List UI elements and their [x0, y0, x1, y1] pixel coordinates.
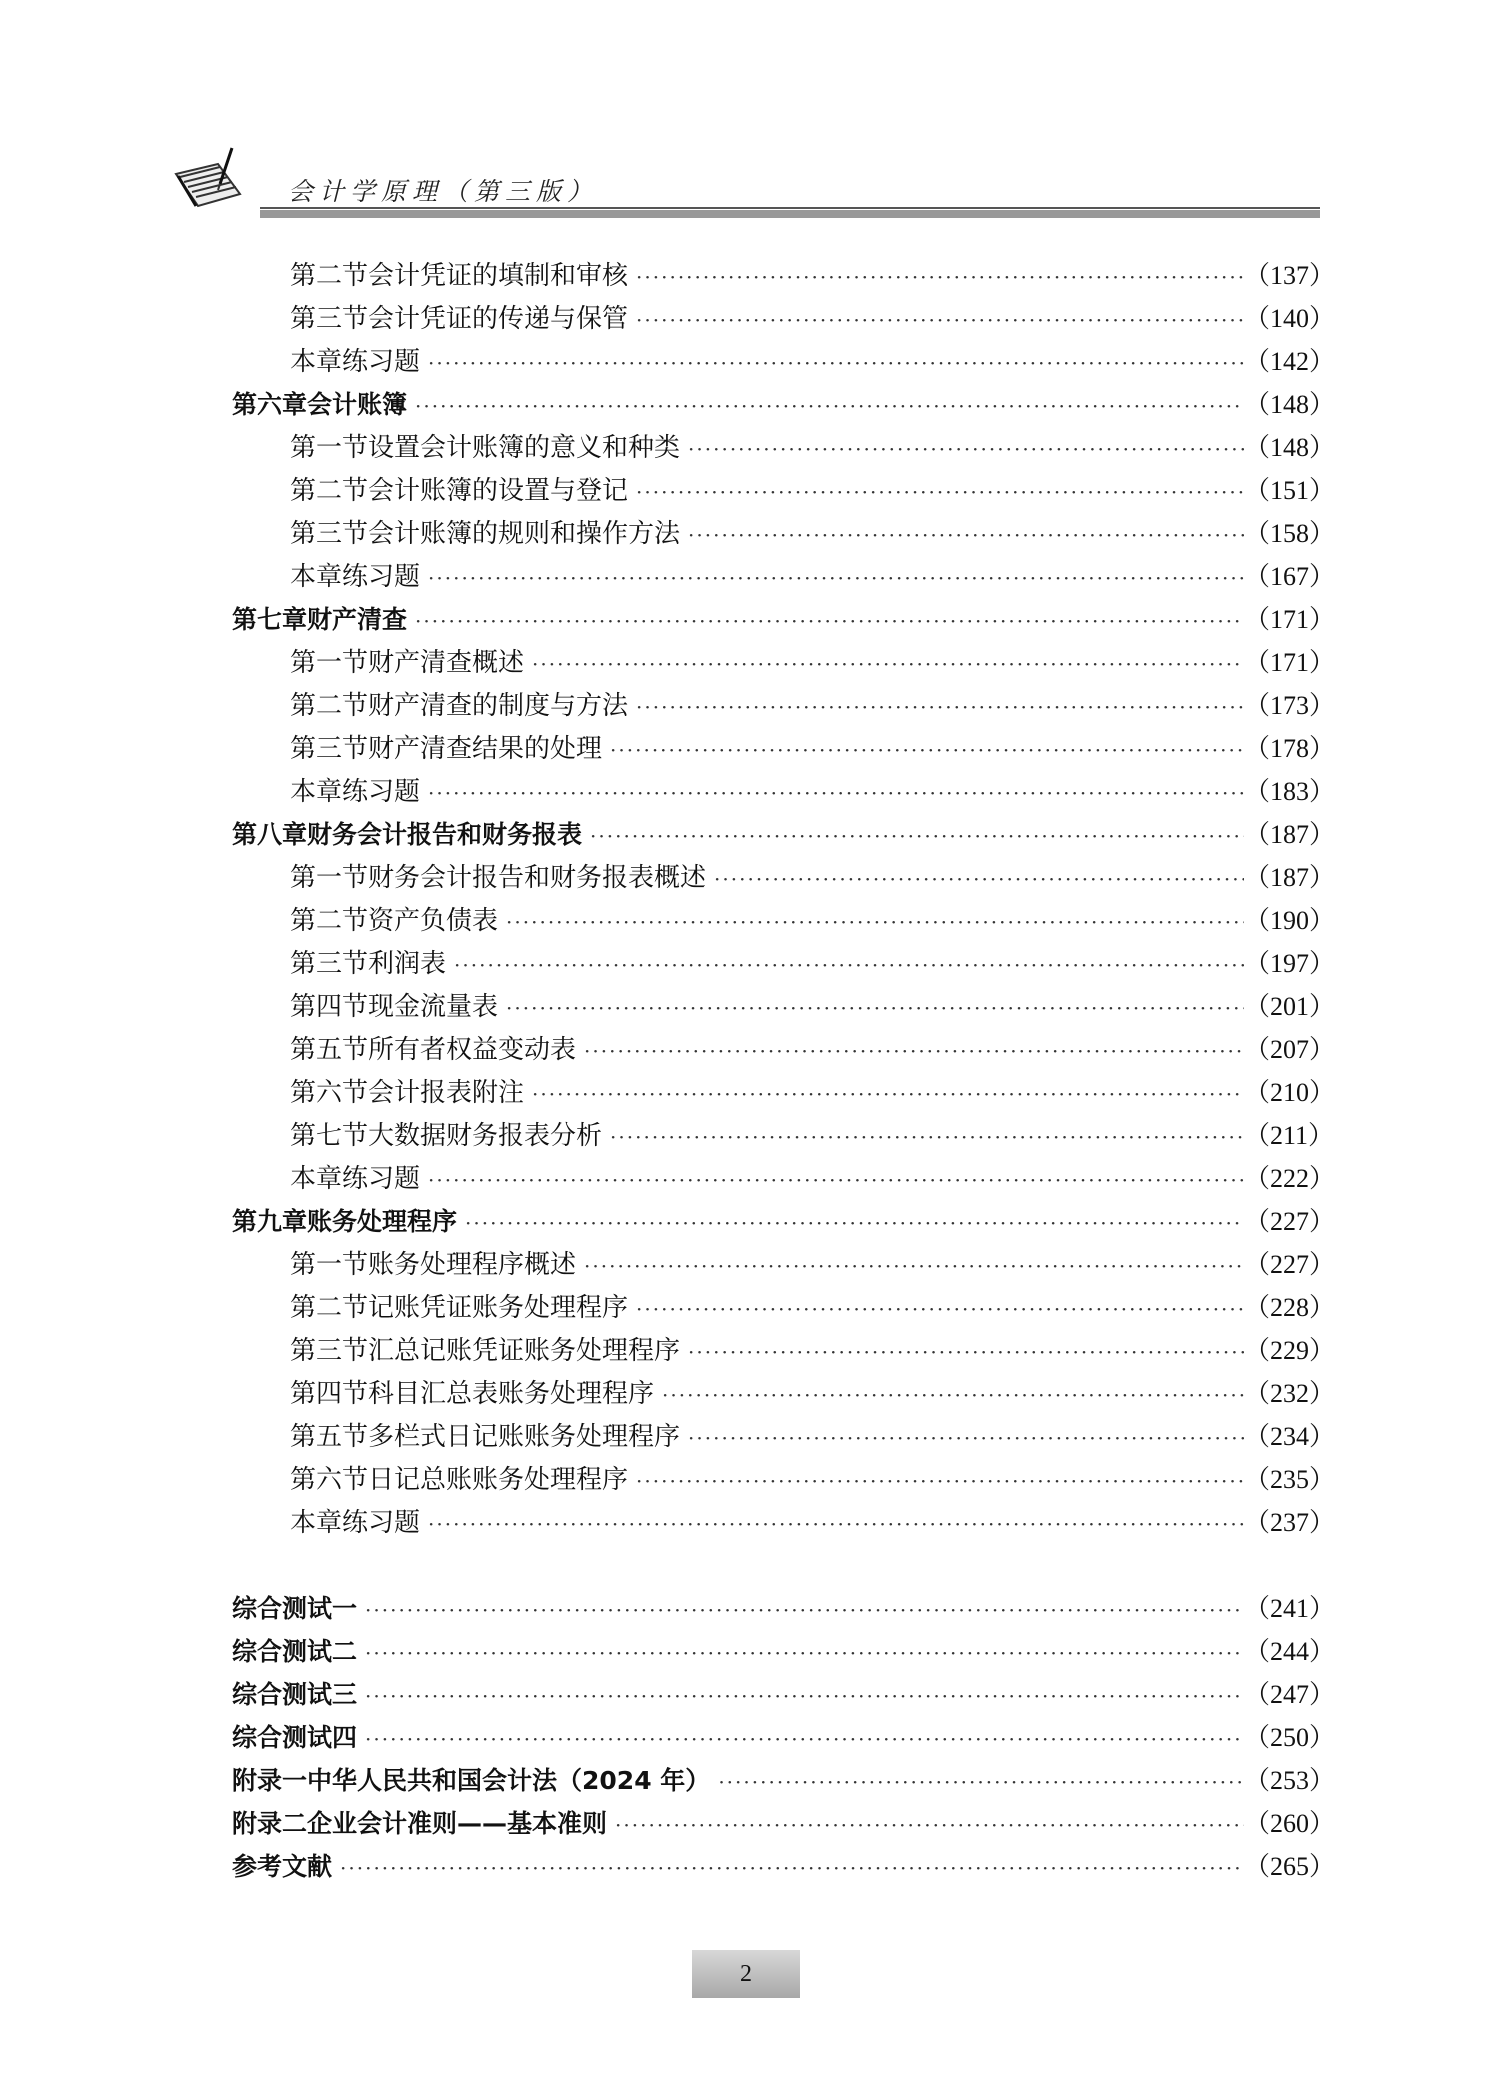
dot-leader: [688, 428, 1244, 471]
toc-entry-number: 第三节: [290, 519, 369, 549]
toc-section-entry[interactable]: [232, 340, 1336, 383]
toc-section-entry[interactable]: [232, 899, 1336, 942]
toc-entry-number: 第六节: [290, 1078, 369, 1108]
toc-entry-page: （171）: [1244, 605, 1336, 634]
toc-entry-title: 账务处理程序概述: [368, 1250, 577, 1280]
toc-section-entry[interactable]: [232, 1415, 1336, 1458]
toc-entry-page: （197）: [1244, 949, 1336, 978]
toc-entry-page: （235）: [1244, 1465, 1336, 1494]
dot-leader: [610, 729, 1244, 772]
toc-entry-title: 中华人民共和国会计法（2024 年）: [307, 1766, 711, 1795]
toc-entry-page: （142）: [1244, 347, 1336, 376]
dot-leader: [714, 858, 1244, 901]
toc-entry-title: 会计账簿: [307, 390, 408, 419]
dot-leader: [506, 901, 1244, 944]
dot-leader: [636, 686, 1244, 729]
toc-entry-title: 多栏式日记账账务处理程序: [368, 1422, 681, 1452]
dot-leader: [610, 1116, 1244, 1159]
toc-section-entry[interactable]: [232, 297, 1336, 340]
toc-entry-number: 第二节: [290, 261, 369, 291]
dot-leader: [584, 1245, 1244, 1288]
toc-entry-title: 账务处理程序: [307, 1207, 458, 1236]
toc-entry-number: 第三节: [290, 734, 369, 764]
toc-entry-page: （229）: [1244, 1336, 1336, 1365]
toc-entry-page: （148）: [1244, 433, 1336, 462]
toc-entry-title: 会计凭证的填制和审核: [368, 261, 629, 291]
dot-leader: [532, 643, 1244, 686]
dot-leader: [506, 987, 1244, 1030]
toc-entry-number: 第八章: [232, 820, 308, 849]
toc-entry-title: 设置会计账簿的意义和种类: [368, 433, 681, 463]
dot-leader: [415, 600, 1244, 643]
toc-chapter-entry[interactable]: [232, 1716, 1336, 1759]
toc-entry-title: 会计账簿的规则和操作方法: [368, 519, 681, 549]
toc-chapter-entry[interactable]: [232, 1845, 1336, 1888]
toc-entry-title: 综合测试四: [232, 1723, 358, 1752]
toc-section-entry[interactable]: [232, 426, 1336, 469]
toc-section-entry[interactable]: [232, 1157, 1336, 1200]
toc-entry-page: （158）: [1244, 519, 1336, 548]
toc-entry-title: 财产清查: [307, 605, 408, 634]
dot-leader: [465, 1202, 1244, 1245]
toc-section-entry[interactable]: [232, 684, 1336, 727]
dot-leader: [636, 1288, 1244, 1331]
toc-entry-title: 本章练习题: [290, 347, 421, 377]
toc-entry-number: 第一节: [290, 863, 369, 893]
toc-entry-page: （253）: [1244, 1766, 1336, 1795]
toc-entry-number: 第五节: [290, 1422, 369, 1452]
toc-entry-page: （210）: [1244, 1078, 1336, 1107]
toc-entry-title: 本章练习题: [290, 1164, 421, 1194]
dot-leader: [688, 1331, 1244, 1374]
toc-section-entry[interactable]: [232, 555, 1336, 598]
dot-leader: [688, 514, 1244, 557]
toc-entry-page: （148）: [1244, 390, 1336, 419]
toc-entry-page: （227）: [1244, 1250, 1336, 1279]
toc-entry-number: 第七章: [232, 605, 308, 634]
toc-entry-number: 第一节: [290, 1250, 369, 1280]
toc-entry-page: （265）: [1244, 1852, 1336, 1881]
toc-entry-page: （247）: [1244, 1680, 1336, 1709]
toc-section-entry[interactable]: [232, 1243, 1336, 1286]
toc-entry-page: （234）: [1244, 1422, 1336, 1451]
dot-leader: [636, 299, 1244, 342]
toc-entry-page: （190）: [1244, 906, 1336, 935]
toc-entry-page: （140）: [1244, 304, 1336, 333]
toc-entry-page: （151）: [1244, 476, 1336, 505]
page-number: 2: [692, 1950, 800, 1998]
toc-entry-title: 财产清查的制度与方法: [368, 691, 629, 721]
toc-entry-title: 会计账簿的设置与登记: [368, 476, 629, 506]
toc-section-entry[interactable]: [232, 1501, 1336, 1544]
toc-section-entry[interactable]: [232, 1286, 1336, 1329]
table-of-contents: [232, 254, 1336, 1888]
toc-entry-page: （260）: [1244, 1809, 1336, 1838]
toc-entry-number: 第七节: [290, 1121, 369, 1151]
toc-entry-page: （178）: [1244, 734, 1336, 763]
dot-leader: [688, 1417, 1244, 1460]
toc-entry-number: 第二节: [290, 691, 369, 721]
toc-entry-page: （171）: [1244, 648, 1336, 677]
toc-section-entry[interactable]: [232, 1071, 1336, 1114]
toc-entry-number: 第一节: [290, 648, 369, 678]
toc-section-entry[interactable]: [232, 469, 1336, 512]
toc-entry-title: 本章练习题: [290, 777, 421, 807]
toc-entry-number: 第二节: [290, 1293, 369, 1323]
dot-leader: [428, 772, 1244, 815]
toc-entry-title: 财务会计报告和财务报表概述: [368, 863, 707, 893]
running-header: [160, 140, 1320, 220]
toc-entry-title: 科目汇总表账务处理程序: [368, 1379, 655, 1409]
toc-entry-number: 第九章: [232, 1207, 308, 1236]
toc-chapter-entry[interactable]: [232, 1630, 1336, 1673]
header-rule: [260, 210, 1320, 218]
toc-entry-number: 第三节: [290, 304, 369, 334]
toc-entry-page: （207）: [1244, 1035, 1336, 1064]
toc-entry-page: （167）: [1244, 562, 1336, 591]
toc-entry-number: 第六章: [232, 390, 308, 419]
toc-entry-page: （187）: [1244, 820, 1336, 849]
dot-leader: [615, 1804, 1244, 1847]
dot-leader: [636, 256, 1244, 299]
toc-entry-title: 参考文献: [232, 1852, 333, 1881]
toc-entry-number: 附录二: [232, 1809, 308, 1838]
dot-leader: [428, 342, 1244, 385]
toc-entry-number: 第二节: [290, 476, 369, 506]
toc-entry-title: 现金流量表: [368, 992, 499, 1022]
toc-entry-page: （201）: [1244, 992, 1336, 1021]
dot-leader: [636, 1460, 1244, 1503]
dot-leader: [662, 1374, 1244, 1417]
dot-leader: [532, 1073, 1244, 1116]
toc-entry-title: 财产清查结果的处理: [368, 734, 603, 764]
toc-entry-title: 大数据财务报表分析: [368, 1121, 603, 1151]
toc-entry-page: （211）: [1244, 1121, 1335, 1150]
dot-leader: [718, 1761, 1244, 1804]
toc-section-entry[interactable]: [232, 770, 1336, 813]
toc-entry-title: 记账凭证账务处理程序: [368, 1293, 629, 1323]
toc-section-entry[interactable]: [232, 1372, 1336, 1415]
toc-entry-page: （237）: [1244, 1508, 1336, 1537]
toc-chapter-entry[interactable]: [232, 813, 1336, 856]
toc-entry-title: 综合测试三: [232, 1680, 358, 1709]
toc-entry-number: 附录一: [232, 1766, 308, 1795]
toc-section-entry[interactable]: [232, 254, 1336, 297]
toc-entry-title: 利润表: [368, 949, 447, 979]
dot-leader: [428, 557, 1244, 600]
toc-chapter-entry[interactable]: [232, 1673, 1336, 1716]
toc-entry-title: 会计报表附注: [368, 1078, 525, 1108]
book-title: 会计学原理（第三版）: [288, 177, 599, 206]
toc-entry-page: （244）: [1244, 1637, 1336, 1666]
toc-entry-page: （241）: [1244, 1594, 1336, 1623]
toc-entry-title: 综合测试一: [232, 1594, 358, 1623]
toc-entry-number: 第四节: [290, 1379, 369, 1409]
toc-section-entry[interactable]: [232, 985, 1336, 1028]
toc-entry-number: 第二节: [290, 906, 369, 936]
toc-section-entry[interactable]: [232, 1028, 1336, 1071]
toc-entry-page: （227）: [1244, 1207, 1336, 1236]
toc-chapter-entry[interactable]: [232, 598, 1336, 641]
toc-entry-title: 会计凭证的传递与保管: [368, 304, 629, 334]
dot-leader: [454, 944, 1244, 987]
toc-chapter-entry[interactable]: [232, 383, 1336, 426]
toc-entry-title: 财务会计报告和财务报表: [307, 820, 583, 849]
toc-entry-number: 第三节: [290, 1336, 369, 1366]
toc-entry-number: 第四节: [290, 992, 369, 1022]
toc-entry-title: 日记总账账务处理程序: [368, 1465, 629, 1495]
toc-chapter-entry[interactable]: [232, 1587, 1336, 1630]
toc-entry-title: 综合测试二: [232, 1637, 358, 1666]
toc-entry-number: 第五节: [290, 1035, 369, 1065]
toc-entry-title: 汇总记账凭证账务处理程序: [368, 1336, 681, 1366]
toc-entry-page: （250）: [1244, 1723, 1336, 1752]
dot-leader: [340, 1847, 1244, 1890]
toc-entry-page: （187）: [1244, 863, 1336, 892]
toc-chapter-entry[interactable]: [232, 1802, 1336, 1845]
notebook-pen-icon: [168, 144, 256, 216]
toc-entry-title: 资产负债表: [368, 906, 499, 936]
toc-entry-title: 本章练习题: [290, 562, 421, 592]
dot-leader: [636, 471, 1244, 514]
toc-section-entry[interactable]: [232, 512, 1336, 555]
toc-entry-page: （232）: [1244, 1379, 1336, 1408]
toc-entry-number: 第六节: [290, 1465, 369, 1495]
toc-chapter-entry[interactable]: [232, 1200, 1336, 1243]
toc-entry-number: 第三节: [290, 949, 369, 979]
dot-leader: [415, 385, 1244, 428]
dot-leader: [365, 1718, 1244, 1761]
toc-section-entry[interactable]: [232, 727, 1336, 770]
dot-leader: [365, 1589, 1244, 1632]
toc-entry-page: （173）: [1244, 691, 1336, 720]
toc-section-entry[interactable]: [232, 1329, 1336, 1372]
toc-entry-page: （222）: [1244, 1164, 1336, 1193]
dot-leader: [590, 815, 1244, 858]
toc-section-entry[interactable]: [232, 942, 1336, 985]
dot-leader: [365, 1632, 1244, 1675]
toc-entry-title: 企业会计准则——基本准则: [307, 1809, 608, 1838]
toc-section-entry[interactable]: [232, 1458, 1336, 1501]
toc-entry-page: （137）: [1244, 261, 1336, 290]
dot-leader: [584, 1030, 1244, 1073]
dot-leader: [428, 1503, 1244, 1546]
toc-chapter-entry[interactable]: [232, 1759, 1336, 1802]
toc-section-entry[interactable]: [232, 641, 1336, 684]
dot-leader: [365, 1675, 1244, 1718]
toc-section-entry[interactable]: [232, 1114, 1335, 1157]
toc-entry-title: 本章练习题: [290, 1508, 421, 1538]
toc-entry-page: （228）: [1244, 1293, 1336, 1322]
toc-entry-page: （183）: [1244, 777, 1336, 806]
toc-section-entry[interactable]: [232, 856, 1336, 899]
toc-entry-title: 财产清查概述: [368, 648, 525, 678]
toc-entry-title: 所有者权益变动表: [368, 1035, 577, 1065]
dot-leader: [428, 1159, 1244, 1202]
toc-entry-number: 第一节: [290, 433, 369, 463]
